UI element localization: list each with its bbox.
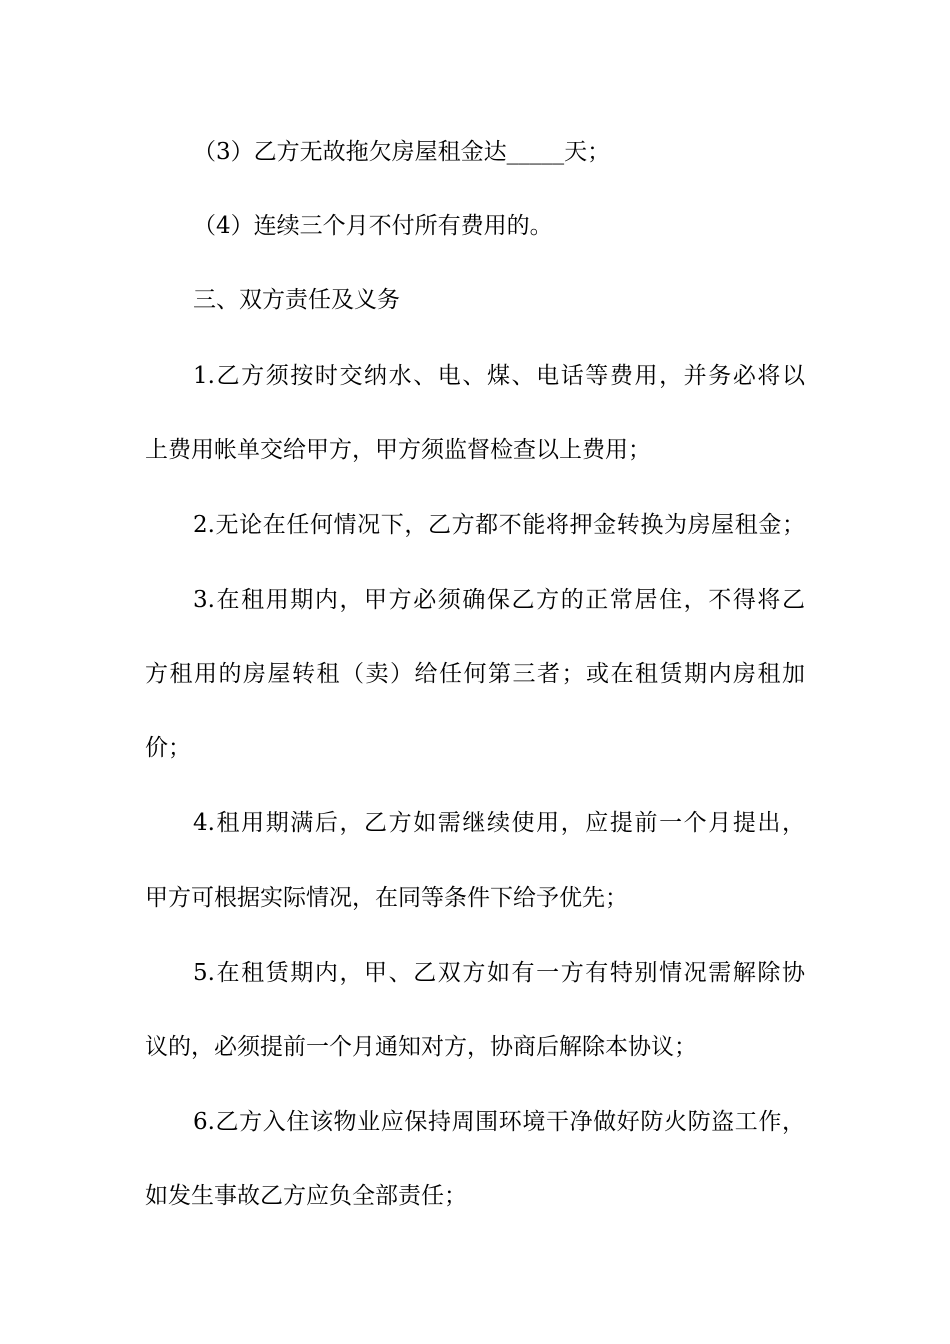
section-heading-3: 三、双方责任及义务 bbox=[193, 287, 400, 313]
duty-6-line-1: 6.乙方入住该物业应保持周围环境干净做好防火防盗工作， bbox=[193, 1109, 805, 1135]
duty-1-line-1: 1.乙方须按时交纳水、电、煤、电话等费用，并务必将以 bbox=[193, 363, 805, 389]
duty-1-line-2: 上费用帐单交给甲方，甲方须监督检查以上费用； bbox=[145, 437, 651, 463]
duty-5-line-2: 议的，必须提前一个月通知对方，协商后解除本协议； bbox=[145, 1034, 697, 1060]
duty-4-line-2: 甲方可根据实际情况，在同等条件下给予优先； bbox=[145, 885, 628, 911]
duty-3-line-1: 3.在租用期内，甲方必须确保乙方的正常居住，不得将乙 bbox=[193, 587, 805, 613]
clause-2-item-4: （4）连续三个月不付所有费用的。 bbox=[193, 213, 553, 239]
duty-4-line-1: 4.租用期满后，乙方如需继续使用，应提前一个月提出， bbox=[193, 810, 805, 836]
duty-6-line-2: 如发生事故乙方应负全部责任； bbox=[145, 1183, 467, 1209]
duty-2-line-1: 2.无论在任何情况下，乙方都不能将押金转换为房屋租金； bbox=[193, 512, 805, 538]
duty-3-line-2: 方租用的房屋转租（卖）给任何第三者；或在租赁期内房租加 bbox=[145, 661, 805, 687]
clause-2-item-3: （3）乙方无故拖欠房屋租金达_____天； bbox=[193, 139, 611, 165]
duty-5-line-1: 5.在租赁期内，甲、乙双方如有一方有特别情况需解除协 bbox=[193, 960, 805, 986]
duty-3-line-3: 价； bbox=[145, 735, 191, 761]
